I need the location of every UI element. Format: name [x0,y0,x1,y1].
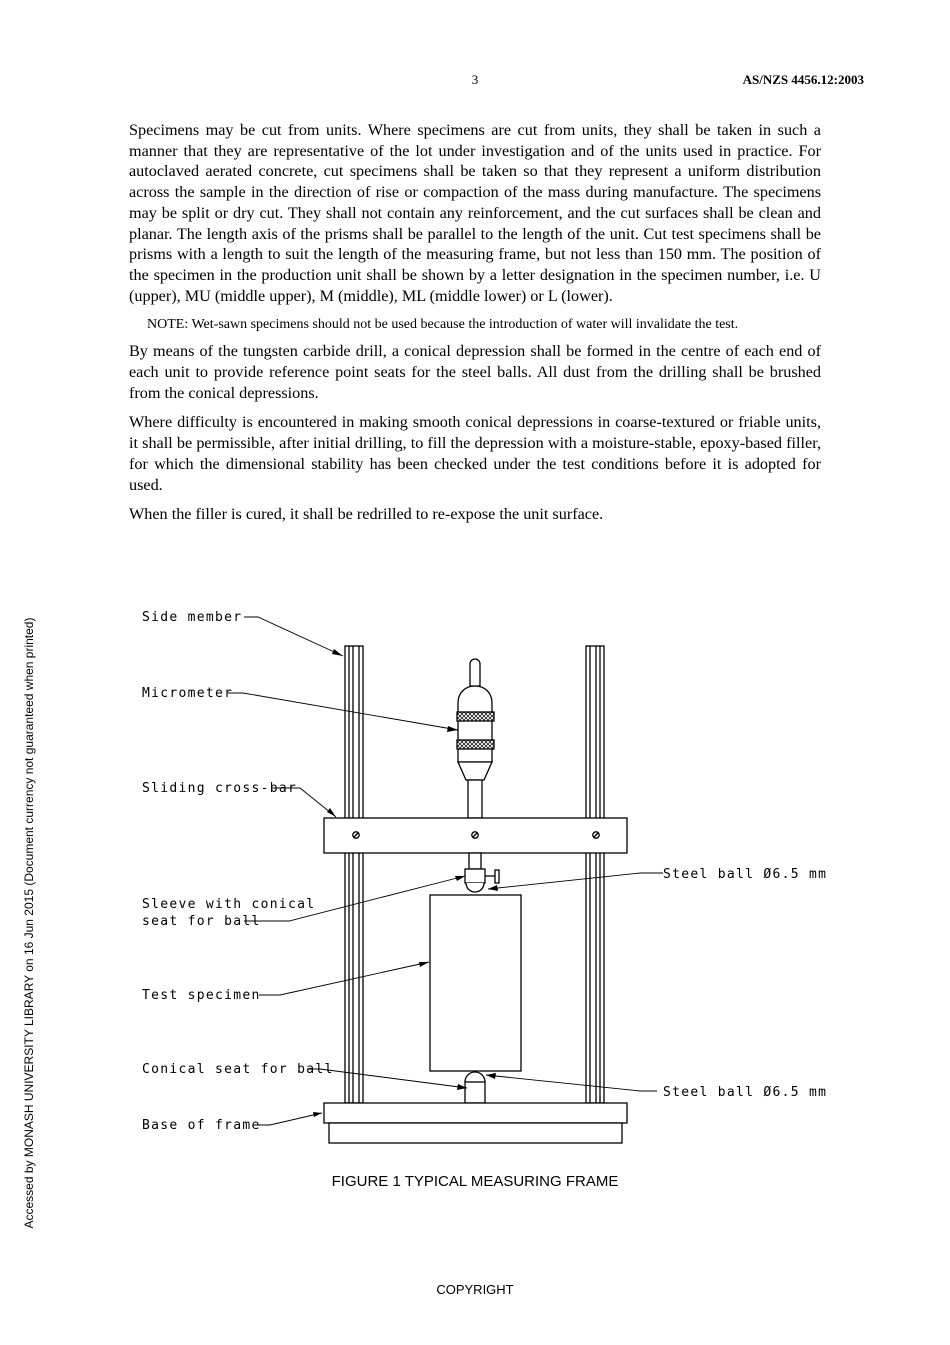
left-side-member [345,646,363,1103]
label-sliding-cross-bar: Sliding cross-bar [142,781,298,796]
base-of-frame [324,1103,627,1143]
sliding-cross-bar [324,818,627,853]
paragraph-redrill: When the filler is cured, it shall be redrilled to re-expose the unit surface. [129,505,604,524]
paragraph-filler: Where difficulty is encountered in making smooth conical depressions in coarse-textured or friable units, it shall be permissible, after initial drilling, to fill the depression with a moisture-stable, epoxy-based filler, for which the dimensional stability has been checked under the test conditions before it is adopted for used. [129,413,821,494]
copyright-footer: COPYRIGHT [436,1282,514,1297]
label-steel-ball-bottom: Steel ball Ø6.5 mm [663,1085,828,1100]
steel-ball-bottom [465,1072,485,1082]
sleeve-with-conical-seat [465,853,499,892]
figure-caption: FIGURE 1 TYPICAL MEASURING FRAME [331,1173,619,1190]
standard-id: AS/NZS 4456.12:2003 [742,72,864,87]
label-side-member: Side member [142,610,243,625]
micrometer [457,659,494,818]
steel-ball-top [466,883,484,892]
body-text [129,120,821,534]
label-micrometer: Micrometer [142,686,234,701]
measuring-frame-figure [0,595,950,1155]
conical-seat-bottom [465,1072,485,1103]
label-steel-ball-top: Steel ball Ø6.5 mm [663,867,828,882]
label-conical-seat: Conical seat for ball [142,1062,334,1077]
paragraph-drilling: By means of the tungsten carbide drill, a conical depression shall be formed in the centre of each end of each unit to provide reference point seats for the steel balls. All dust from the drilling shall be brushed from the conical depressions. [129,342,821,402]
right-side-member [586,646,604,1103]
page-number: 3 [471,72,479,87]
note-wet-sawn: NOTE: Wet-sawn specimens should not be used because the introduction of water will invalidate the test. [147,317,739,333]
label-test-specimen: Test specimen [142,988,261,1003]
test-specimen [430,895,521,1071]
paragraph-specimens: Specimens may be cut from units. Where specimens are cut from units, they shall be taken in such a manner that they are representative of the lot under investigation and of the units used in practice. For autoclaved aerated concrete, cut specimens shall be taken so that they represent a uniform distribution across the sample in the direction of rise or compaction of the mass during manufacture. The specimens may be split or dry cut. They shall not contain any reinforcement, and the cut surfaces shall be clean and planar. The length axis of the prisms shall be parallel to the length of the unit. Cut test specimens shall be prisms with a length to suit the length of the measuring frame, but not less than 150 mm. The position of the specimen in the production unit shall be shown by a letter designation in the specimen number, i.e. U (upper), MU (middle upper), M (middle), ML (middle lower) or L (lower). [129,121,821,305]
access-stamp: Accessed by MONASH UNIVERSITY LIBRARY on 16 Jun 2015 (Document currency not guaranteed when printed) [22,617,36,1229]
label-sleeve-line2: seat for ball [142,914,261,929]
label-sleeve-line1: Sleeve with conical [142,897,316,912]
label-base-of-frame: Base of frame [142,1118,261,1133]
